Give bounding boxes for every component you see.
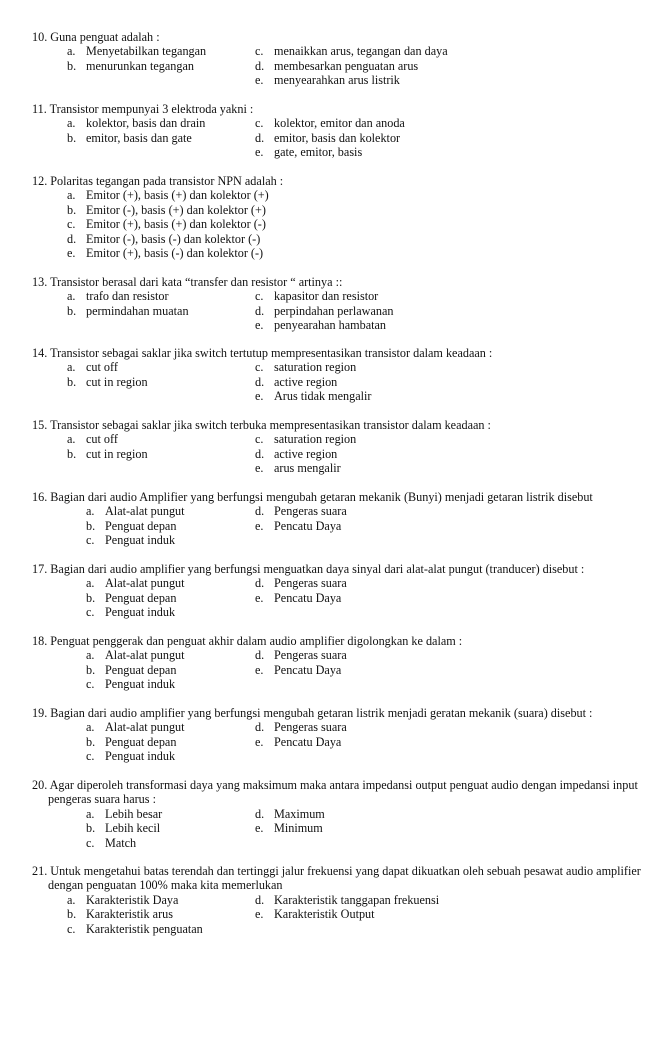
option-letter: d. — [255, 648, 265, 663]
option-letter: b. — [67, 374, 77, 389]
option-text: Penguat induk — [105, 605, 176, 620]
option-letter: d. — [67, 231, 77, 246]
option-letter: b. — [67, 130, 77, 145]
answer-option — [67, 922, 203, 936]
option-letter: e. — [255, 662, 264, 677]
option-row — [0, 749, 638, 763]
option-row — [0, 591, 638, 605]
option-letter: e. — [67, 245, 76, 260]
answer-options — [0, 648, 638, 691]
option-row — [0, 836, 638, 850]
question-stem: Transistor sebagai saklar jika switch terbuka mempresentasikan transistor dalam keadaan : — [50, 418, 491, 432]
question-number: 18. — [32, 634, 48, 648]
option-letter: a. — [67, 432, 76, 447]
option-row — [0, 533, 638, 547]
option-row — [0, 504, 638, 518]
question-number: 15. — [32, 418, 48, 432]
option-row — [0, 389, 638, 403]
answer-options — [0, 720, 638, 763]
answer-option — [86, 836, 136, 850]
option-text: Penguat induk — [105, 533, 176, 548]
answer-option — [67, 116, 205, 130]
question-number: 11. — [32, 102, 47, 116]
answer-option — [255, 663, 341, 677]
answer-options — [0, 576, 638, 619]
option-letter: c. — [67, 217, 76, 232]
answer-options — [0, 504, 638, 547]
option-letter: a. — [67, 188, 76, 203]
option-text: Penguat induk — [105, 677, 176, 692]
option-row — [0, 188, 638, 202]
option-row — [0, 145, 638, 159]
question-text — [32, 562, 648, 576]
question-stem: Polaritas tegangan pada transistor NPN adalah : — [50, 174, 284, 188]
answer-option — [255, 389, 371, 403]
question-8 — [0, 634, 638, 692]
option-row — [0, 807, 638, 821]
question-stem: Transistor mempunyai 3 elektroda yakni : — [49, 102, 254, 116]
option-letter: d. — [255, 130, 265, 145]
option-text: Lebih besar — [105, 806, 163, 821]
answer-options — [0, 289, 638, 332]
option-text: Pengeras suara — [274, 720, 347, 735]
option-text: saturation region — [274, 432, 357, 447]
answer-option — [67, 59, 194, 73]
option-text: Pencatu Daya — [274, 734, 342, 749]
option-row — [0, 73, 638, 87]
option-text: perpindahan perlawanan — [274, 303, 394, 318]
option-text: kolektor, basis dan drain — [86, 116, 206, 131]
option-text: arus mengalir — [274, 461, 341, 476]
answer-option — [67, 188, 269, 202]
option-text: Alat-alat pungut — [105, 504, 185, 519]
question-text — [32, 30, 648, 44]
option-row — [0, 217, 638, 231]
answer-option — [255, 145, 362, 159]
option-row — [0, 519, 638, 533]
option-letter: e. — [255, 590, 264, 605]
question-stem: Bagian dari audio amplifier yang berfungsi menguatkan daya sinyal dari alat-alat pungut (tranducer) disebut : — [50, 562, 585, 576]
option-row — [0, 447, 638, 461]
answer-option — [255, 289, 378, 303]
answer-option — [86, 591, 176, 605]
answer-option — [255, 735, 341, 749]
option-text: kapasitor dan resistor — [274, 289, 379, 304]
question-stem: Agar diperoleh transformasi daya yang maksimum maka antara impedansi output penguat audio dengan impedansi input pengeras suara harus : — [48, 778, 641, 807]
option-row — [0, 360, 638, 374]
option-letter: d. — [255, 576, 265, 591]
question-11 — [0, 864, 644, 936]
question-number: 21. — [32, 864, 48, 878]
answer-option — [255, 318, 386, 332]
option-letter: e. — [255, 389, 264, 404]
option-row — [0, 203, 638, 217]
option-row — [0, 44, 638, 58]
option-text: Penguat depan — [105, 662, 177, 677]
option-text: Karakteristik tanggapan frekuensi — [274, 892, 440, 907]
option-text: Maximum — [274, 806, 325, 821]
option-letter: b. — [86, 662, 96, 677]
question-text — [32, 174, 648, 188]
answer-option — [255, 304, 393, 318]
option-text: cut in region — [86, 374, 148, 389]
answer-option — [255, 59, 418, 73]
option-letter: b. — [67, 303, 77, 318]
option-text: Pengeras suara — [274, 504, 347, 519]
option-text: Emitor (+), basis (+) dan kolektor (-) — [86, 217, 266, 232]
option-letter: e. — [255, 821, 264, 836]
option-text: Alat-alat pungut — [105, 720, 185, 735]
answer-option — [255, 821, 323, 835]
answer-option — [255, 432, 356, 446]
answer-option — [86, 533, 175, 547]
option-text: menaikkan arus, tegangan dan daya — [274, 44, 448, 59]
option-letter: d. — [255, 303, 265, 318]
answer-option — [67, 131, 192, 145]
option-text: saturation region — [274, 360, 357, 375]
question-6 — [0, 490, 638, 548]
option-letter: c. — [255, 432, 264, 447]
answer-option — [86, 749, 175, 763]
option-text: menurunkan tegangan — [86, 58, 194, 73]
answer-option — [86, 677, 175, 691]
question-number: 19. — [32, 706, 48, 720]
option-letter: a. — [86, 576, 95, 591]
question-number: 16. — [32, 490, 48, 504]
option-letter: c. — [86, 749, 95, 764]
option-text: Penguat depan — [105, 518, 177, 533]
option-text: Arus tidak mengalir — [274, 389, 372, 404]
answer-option — [255, 907, 375, 921]
question-number: 20. — [32, 778, 48, 792]
question-2 — [0, 174, 638, 260]
option-row — [0, 663, 638, 677]
answer-option — [67, 447, 148, 461]
option-row — [0, 116, 638, 130]
option-row — [0, 735, 638, 749]
question-number: 17. — [32, 562, 48, 576]
answer-options — [0, 432, 638, 475]
option-row — [0, 246, 638, 260]
answer-option — [255, 44, 448, 58]
option-text: Penguat depan — [105, 590, 177, 605]
option-letter: a. — [86, 720, 95, 735]
option-letter: c. — [86, 835, 95, 850]
option-letter: c. — [255, 289, 264, 304]
option-text: Pencatu Daya — [274, 518, 342, 533]
option-letter: d. — [255, 504, 265, 519]
option-text: Karakteristik Daya — [86, 892, 179, 907]
option-text: Pengeras suara — [274, 648, 347, 663]
option-row — [0, 605, 638, 619]
question-number: 10. — [32, 30, 48, 44]
question-stem: Penguat penggerak dan penguat akhir dalam audio amplifier digolongkan ke dalam : — [50, 634, 463, 648]
answer-option — [67, 304, 189, 318]
option-text: Pencatu Daya — [274, 590, 342, 605]
option-letter: a. — [67, 892, 76, 907]
answer-option — [255, 807, 325, 821]
question-stem: Untuk mengetahui batas terendah dan tertinggi jalur frekuensi yang dapat dikuatkan oleh sebuah pesawat audio amplifier dengan penguatan 100% maka kita memerlukan — [48, 864, 644, 893]
option-text: active region — [274, 374, 338, 389]
option-letter: a. — [67, 116, 76, 131]
option-row — [0, 232, 638, 246]
option-text: permindahan muatan — [86, 303, 189, 318]
option-text: Alat-alat pungut — [105, 576, 185, 591]
answer-options — [0, 360, 638, 403]
answer-option — [67, 203, 266, 217]
option-letter: b. — [86, 590, 96, 605]
question-text — [32, 346, 648, 360]
answer-options — [0, 807, 638, 850]
option-text: Karakteristik penguatan — [86, 921, 203, 936]
answer-option — [67, 44, 206, 58]
answer-option — [67, 246, 263, 260]
option-letter: e. — [255, 518, 264, 533]
answer-option — [255, 591, 341, 605]
question-number: 14. — [32, 346, 48, 360]
question-text — [32, 418, 648, 432]
answer-options — [0, 116, 638, 159]
question-text — [32, 706, 648, 720]
option-row — [0, 461, 638, 475]
answer-option — [255, 375, 337, 389]
option-text: Pencatu Daya — [274, 662, 342, 677]
option-letter: b. — [67, 446, 77, 461]
question-text — [32, 778, 648, 807]
answer-option — [255, 116, 405, 130]
option-row — [0, 922, 638, 936]
option-row — [0, 304, 638, 318]
answer-option — [67, 907, 173, 921]
answer-option — [67, 217, 266, 231]
option-letter: e. — [255, 734, 264, 749]
option-text: menyearahkan arus listrik — [274, 73, 400, 88]
answer-option — [67, 893, 178, 907]
option-letter: d. — [255, 374, 265, 389]
option-letter: a. — [86, 806, 95, 821]
option-text: Menyetabilkan tegangan — [86, 44, 207, 59]
option-row — [0, 375, 638, 389]
option-letter: c. — [86, 605, 95, 620]
option-letter: e. — [255, 73, 264, 88]
option-row — [0, 432, 638, 446]
answer-option — [86, 807, 162, 821]
option-text: cut off — [86, 432, 118, 447]
option-text: Emitor (-), basis (+) dan kolektor (+) — [86, 202, 266, 217]
answer-options — [0, 44, 638, 87]
answer-option — [86, 735, 176, 749]
question-stem: Guna penguat adalah : — [50, 30, 160, 44]
option-letter: a. — [86, 504, 95, 519]
answer-option — [67, 360, 118, 374]
question-text — [32, 490, 648, 504]
answer-option — [86, 504, 185, 518]
option-text: cut in region — [86, 446, 148, 461]
answer-option — [86, 648, 185, 662]
option-text: Match — [105, 835, 137, 850]
option-letter: d. — [255, 892, 265, 907]
option-letter: a. — [67, 44, 76, 59]
option-text: Karakteristik arus — [86, 907, 173, 922]
option-row — [0, 576, 638, 590]
option-letter: c. — [86, 677, 95, 692]
answer-option — [86, 821, 160, 835]
answer-option — [255, 519, 341, 533]
option-letter: d. — [255, 446, 265, 461]
option-text: Karakteristik Output — [274, 907, 375, 922]
answer-option — [255, 893, 439, 907]
question-stem: Bagian dari audio amplifier yang berfungsi mengubah getaran listrik menjadi geratan mekanik (suara) disebut : — [50, 706, 593, 720]
question-stem: Transistor sebagai saklar jika switch tertutup mempresentasikan transistor dalam keadaan : — [50, 346, 493, 360]
option-row — [0, 59, 638, 73]
option-letter: a. — [86, 648, 95, 663]
option-text: Emitor (+), basis (-) dan kolektor (-) — [86, 245, 264, 260]
question-1 — [0, 102, 638, 160]
option-letter: e. — [255, 907, 264, 922]
option-row — [0, 131, 638, 145]
answer-option — [86, 576, 185, 590]
question-4 — [0, 346, 638, 404]
question-text — [32, 102, 648, 116]
option-letter: a. — [67, 360, 76, 375]
question-text — [32, 864, 648, 893]
question-stem: Bagian dari audio Amplifier yang berfungsi mengubah getaran mekanik (Bunyi) menjadi getaran listrik disebut — [50, 490, 593, 504]
answer-option — [67, 375, 148, 389]
option-text: Penguat depan — [105, 734, 177, 749]
option-text: Pengeras suara — [274, 576, 347, 591]
option-text: Emitor (-), basis (-) dan kolektor (-) — [86, 231, 261, 246]
option-letter: b. — [67, 58, 77, 73]
answer-option — [67, 232, 260, 246]
question-text — [32, 275, 648, 289]
answer-option — [255, 447, 337, 461]
option-letter: c. — [255, 44, 264, 59]
option-letter: b. — [86, 821, 96, 836]
option-row — [0, 893, 638, 907]
option-text: emitor, basis dan kolektor — [274, 130, 401, 145]
option-row — [0, 318, 638, 332]
answer-option — [67, 289, 169, 303]
option-letter: c. — [255, 360, 264, 375]
answer-option — [255, 720, 347, 734]
option-row — [0, 289, 638, 303]
answer-options — [0, 893, 638, 936]
option-letter: d. — [255, 58, 265, 73]
answer-option — [86, 663, 176, 677]
option-letter: b. — [67, 202, 77, 217]
option-text: active region — [274, 446, 338, 461]
answer-option — [255, 131, 400, 145]
answer-option — [67, 432, 118, 446]
question-text — [32, 634, 648, 648]
answer-option — [86, 605, 175, 619]
question-0 — [0, 30, 638, 88]
option-letter: e. — [255, 318, 264, 333]
question-3 — [0, 275, 638, 333]
option-text: kolektor, emitor dan anoda — [274, 116, 405, 131]
answer-option — [86, 519, 176, 533]
answer-options — [0, 188, 638, 260]
option-text: trafo dan resistor — [86, 289, 169, 304]
option-text: penyearahan hambatan — [274, 318, 386, 333]
option-row — [0, 821, 638, 835]
option-letter: b. — [86, 518, 96, 533]
answer-option — [255, 504, 347, 518]
answer-option — [86, 720, 185, 734]
answer-option — [255, 73, 400, 87]
option-text: cut off — [86, 360, 118, 375]
answer-option — [255, 648, 347, 662]
option-letter: e. — [255, 461, 264, 476]
option-letter: d. — [255, 720, 265, 735]
question-10 — [0, 778, 641, 850]
option-text: Penguat induk — [105, 749, 176, 764]
option-letter: d. — [255, 806, 265, 821]
option-text: gate, emitor, basis — [274, 145, 363, 160]
answer-option — [255, 360, 356, 374]
option-letter: b. — [86, 734, 96, 749]
question-9 — [0, 706, 638, 764]
option-letter: e. — [255, 145, 264, 160]
answer-option — [255, 576, 347, 590]
option-text: emitor, basis dan gate — [86, 130, 192, 145]
answer-option — [255, 461, 341, 475]
option-letter: a. — [67, 289, 76, 304]
option-text: Minimum — [274, 821, 323, 836]
option-text: Lebih kecil — [105, 821, 161, 836]
option-text: membesarkan penguatan arus — [274, 58, 419, 73]
option-row — [0, 677, 638, 691]
option-row — [0, 648, 638, 662]
question-number: 13. — [32, 275, 48, 289]
option-row — [0, 907, 638, 921]
question-5 — [0, 418, 638, 476]
option-letter: c. — [67, 921, 76, 936]
option-letter: b. — [67, 907, 77, 922]
option-letter: c. — [255, 116, 264, 131]
question-7 — [0, 562, 638, 620]
question-stem: Transistor berasal dari kata “transfer dan resistor “ artinya :: — [50, 275, 343, 289]
option-text: Alat-alat pungut — [105, 648, 185, 663]
option-text: Emitor (+), basis (+) dan kolektor (+) — [86, 188, 269, 203]
option-letter: c. — [86, 533, 95, 548]
question-number: 12. — [32, 174, 48, 188]
option-row — [0, 720, 638, 734]
